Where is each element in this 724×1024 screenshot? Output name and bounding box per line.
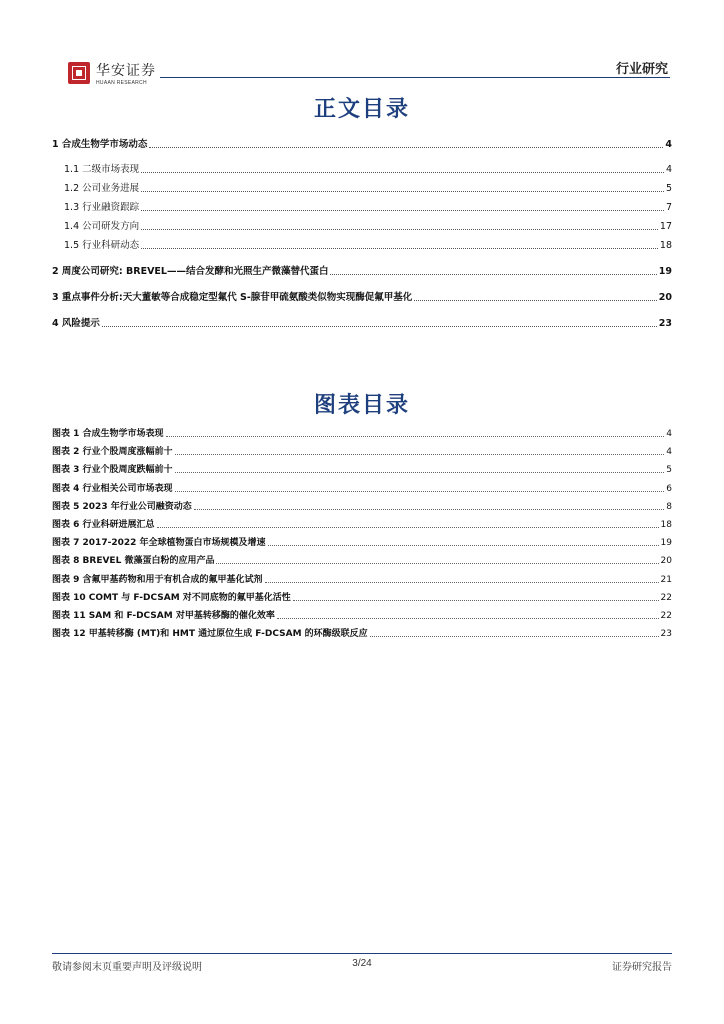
figure-entry-label: 图表 9 含氟甲基药物和用于有机合成的氟甲基化试剂 [52, 575, 263, 585]
figure-entry[interactable] [52, 426, 672, 440]
toc-entry-label: 2 周度公司研究: BREVEL——结合发酵和光照生产微藻替代蛋白 [52, 266, 329, 277]
figure-entry-label: 图表 12 甲基转移酶 (MT)和 HMT 通过原位生成 F-DCSAM 的环酶级联反应 [52, 629, 368, 639]
figure-entry[interactable] [52, 553, 672, 567]
dot-leader [166, 436, 665, 437]
toc-entry[interactable] [52, 162, 672, 176]
toc-entry-page: 17 [659, 221, 672, 232]
dot-leader [141, 229, 658, 230]
brand-name-en: HUAAN RESEARCH [96, 80, 147, 86]
figure-entry-label: 图表 11 SAM 和 F-DCSAM 对甲基转移酶的催化效率 [52, 611, 275, 621]
figure-entry-page: 20 [660, 556, 672, 566]
figure-entry-label: 图表 2 行业个股周度涨幅前十 [52, 447, 173, 457]
document-type-label: 行业研究 [615, 62, 668, 77]
figure-entry[interactable] [52, 626, 672, 640]
toc-entry[interactable] [52, 238, 672, 252]
page-number: 3/24 [352, 958, 372, 969]
dot-leader [175, 491, 665, 492]
toc-entry-label: 3 重点事件分析:天大董敏等合成稳定型氟代 S-腺苷甲硫氨酸类似物实现酶促氟甲基化 [52, 292, 413, 303]
figure-entry[interactable] [52, 590, 672, 604]
figure-entry-page: 6 [666, 484, 672, 494]
toc-entry-label: 4 风险提示 [52, 318, 100, 329]
dot-leader [149, 147, 663, 148]
figure-entry-page: 5 [666, 465, 672, 475]
header-divider [160, 77, 670, 78]
toc-entry-page: 7 [665, 202, 672, 213]
figure-entry-label: 图表 4 行业相关公司市场表现 [52, 484, 173, 494]
figure-entry[interactable] [52, 517, 672, 531]
figure-entry-label: 图表 7 2017-2022 年全球植物蛋白市场规模及增速 [52, 538, 266, 548]
figure-entry-page: 4 [666, 447, 672, 457]
toc-entry-label: 1 合成生物学市场动态 [52, 139, 148, 150]
toc-entry-page: 23 [658, 318, 672, 329]
toc-heading: 正文目录 [313, 96, 410, 122]
toc-entry-page: 18 [659, 240, 672, 251]
figure-entry-label: 图表 3 行业个股周度跌幅前十 [52, 465, 173, 475]
toc-entry-label: 1.1 二级市场表现 [64, 164, 140, 175]
dot-leader [175, 454, 665, 455]
dot-leader [141, 191, 664, 192]
toc-entry[interactable] [52, 219, 672, 233]
footer-report-type: 证券研究报告 [612, 962, 672, 973]
figure-entry[interactable] [52, 535, 672, 549]
footer-disclaimer: 敬请参阅末页重要声明及评级说明 [52, 962, 202, 973]
toc-entry[interactable] [52, 137, 672, 151]
dot-leader [293, 600, 659, 601]
toc-entry-page: 5 [665, 183, 672, 194]
dot-leader [194, 509, 665, 510]
dot-leader [370, 636, 659, 637]
figure-entry-label: 图表 5 2023 年行业公司融资动态 [52, 502, 192, 512]
toc-entry[interactable] [52, 316, 672, 330]
toc-entry-label: 1.5 行业科研动态 [64, 240, 140, 251]
figure-entry-page: 4 [666, 429, 672, 439]
figure-entry[interactable] [52, 608, 672, 622]
brand-name-cn: 华安证券 [96, 63, 156, 79]
figure-entry[interactable] [52, 572, 672, 586]
toc-entry-label: 1.4 公司研发方向 [64, 221, 140, 232]
toc-entry[interactable] [52, 264, 672, 278]
dot-leader [414, 300, 656, 301]
figure-entry-label: 图表 1 合成生物学市场表现 [52, 429, 164, 439]
figure-entry-label: 图表 10 COMT 与 F-DCSAM 对不同底物的氟甲基化活性 [52, 593, 291, 603]
figure-entry-page: 22 [660, 593, 672, 603]
toc-entry[interactable] [52, 181, 672, 195]
toc-entry-label: 1.2 公司业务进展 [64, 183, 140, 194]
page-header [0, 0, 724, 90]
figure-entry[interactable] [52, 444, 672, 458]
dot-leader [268, 545, 659, 546]
figure-entry-page: 23 [660, 629, 672, 639]
toc-entry[interactable] [52, 200, 672, 214]
figure-entry-page: 18 [660, 520, 672, 530]
figure-list-heading: 图表目录 [313, 392, 410, 418]
figure-entry-page: 19 [660, 538, 672, 548]
dot-leader [175, 472, 665, 473]
dot-leader [330, 274, 656, 275]
huaan-logo-icon [68, 62, 90, 84]
figure-entry[interactable] [52, 499, 672, 513]
figure-entry-page: 8 [666, 502, 672, 512]
toc-entry-page: 4 [665, 139, 672, 150]
figure-entry-label: 图表 8 BREVEL 微藻蛋白粉的应用产品 [52, 556, 215, 566]
dot-leader [141, 248, 658, 249]
figure-entry-label: 图表 6 行业科研进展汇总 [52, 520, 155, 530]
figure-entry-page: 21 [660, 575, 672, 585]
dot-leader [102, 326, 657, 327]
figure-entry-page: 22 [660, 611, 672, 621]
figure-entry[interactable] [52, 462, 672, 476]
dot-leader [265, 582, 659, 583]
toc-entry-page: 19 [658, 266, 672, 277]
toc-entry-label: 1.3 行业融资跟踪 [64, 202, 140, 213]
dot-leader [216, 563, 658, 564]
dot-leader [277, 618, 659, 619]
footer-divider [52, 953, 672, 954]
dot-leader [141, 210, 664, 211]
toc-entry-page: 20 [658, 292, 672, 303]
dot-leader [157, 527, 659, 528]
dot-leader [141, 172, 664, 173]
toc-entry-page: 4 [665, 164, 672, 175]
figure-entry[interactable] [52, 481, 672, 495]
toc-entry[interactable] [52, 290, 672, 304]
